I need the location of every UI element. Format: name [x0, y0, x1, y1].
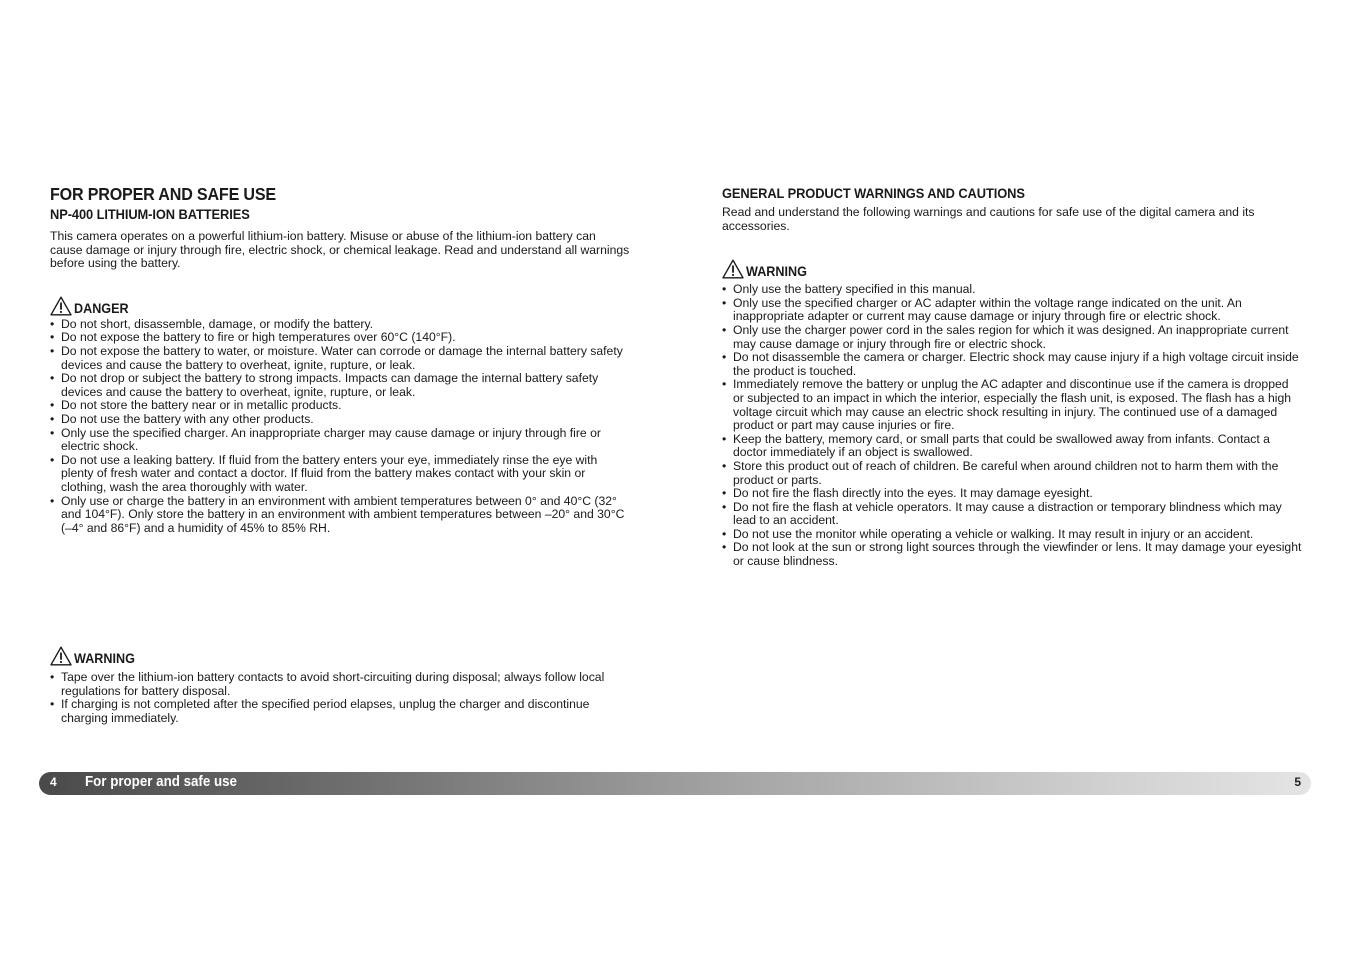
list-item: • If charging is not completed after the specified period elapses, unplug the charger and discontinue charging immediately. — [50, 698, 630, 725]
right-page-column — [722, 183, 1302, 569]
danger-list — [50, 318, 630, 536]
intro-paragraph: This camera operates on a powerful lithium-ion battery. Misuse or abuse of the lithium-ion battery can cause damage or injury through fire, electric shock, or chemical leakage. Read and understand all warnings before using the battery. — [50, 229, 630, 271]
list-item: • Do not disassemble the camera or charger. Electric shock may cause injury if a high voltage circuit inside the product is touched. — [722, 351, 1302, 378]
page-title: GENERAL PRODUCT WARNINGS AND CAUTIONS — [722, 185, 1025, 201]
left-page-warning-block — [50, 644, 630, 725]
list-item: • Do not expose the battery to fire or high temperatures over 60°C (140°F). — [50, 331, 630, 345]
warning-heading — [722, 257, 1302, 279]
list-item: • Store this product out of reach of children. Be careful when around children not to harm them with the product or parts. — [722, 460, 1302, 487]
list-item: • Do not use the monitor while operating a vehicle or walking. It may result in injury or an accident. — [722, 528, 1302, 542]
warning-label: WARNING — [74, 650, 135, 666]
warning-list — [50, 671, 630, 725]
warning-triangle-icon — [50, 646, 72, 666]
warning-triangle-icon — [722, 259, 744, 279]
left-page-column — [50, 183, 630, 535]
list-item: • Only use or charge the battery in an environment with ambient temperatures between 0° and 40°C (32° and 104°F). Only store the battery in an environment with ambient temperatures between –20° and 30°C (–4° and 86°F) and a humidity of 45% to 85% RH. — [50, 495, 630, 536]
list-item: • Do not drop or subject the battery to strong impacts. Impacts can damage the internal battery safety devices and cause the battery to overheat, ignite, rupture, or leak. — [50, 372, 630, 399]
warning-label: WARNING — [746, 263, 807, 280]
list-item: • Do not use the battery with any other products. — [50, 413, 630, 427]
list-item: • Only use the battery specified in this manual. — [722, 283, 1302, 297]
list-item: • Immediately remove the battery or unplug the AC adapter and discontinue use if the camera is dropped or subjected to an impact in which the interior, especially the flash unit, is exposed. The flash has a high voltage circuit which may cause an electric shock resulting in injury. The continued use of a damaged product or part may cause injuries or fire. — [722, 378, 1302, 432]
list-item: • Do not store the battery near or in metallic products. — [50, 399, 630, 413]
warning-heading — [50, 644, 630, 666]
section-subtitle: NP-400 LITHIUM-ION BATTERIES — [50, 206, 250, 222]
list-item: • Only use the charger power cord in the sales region for which it was designed. An inappropriate current may cause damage or injury through fire or electric shock. — [722, 324, 1302, 351]
intro-paragraph: Read and understand the following warnings and cautions for safe use of the digital camera and its accessories. — [722, 205, 1255, 233]
page-title: FOR PROPER AND SAFE USE — [50, 184, 276, 204]
list-item: • Keep the battery, memory card, or small parts that could be swallowed away from infants. Contact a doctor immediately if an object is swallowed. — [722, 433, 1302, 460]
list-item: • Do not fire the flash at vehicle operators. It may cause a distraction or temporary blindness which may lead to an accident. — [722, 501, 1302, 528]
list-item: • Do not use a leaking battery. If fluid from the battery enters your eye, immediately rinse the eye with plenty of fresh water and contact a doctor. If fluid from the battery makes contact with your skin or clothing, wash the area thoroughly with water. — [50, 454, 630, 495]
left-page-number: 4 — [50, 775, 57, 789]
list-item: • Do not expose the battery to water, or moisture. Water can corrode or damage the internal battery safety devices and cause the battery to overheat, ignite, rupture, or leak. — [50, 345, 630, 372]
page-footer-bar — [39, 772, 1311, 795]
warning-list — [722, 283, 1302, 568]
right-page-number: 5 — [1294, 775, 1301, 789]
list-item: • Tape over the lithium-ion battery contacts to avoid short-circuiting during disposal; always follow local regulations for battery disposal. — [50, 671, 630, 698]
list-item: • Do not short, disassemble, damage, or modify the battery. — [50, 318, 630, 332]
list-item: • Only use the specified charger or AC adapter within the voltage range indicated on the unit. An inappropriate adapter or current may cause damage or injury through fire or electric shock. — [722, 297, 1302, 324]
list-item: • Do not fire the flash directly into the eyes. It may damage eyesight. — [722, 487, 1302, 501]
list-item: • Only use the specified charger. An inappropriate charger may cause damage or injury through fire or electric shock. — [50, 427, 630, 454]
list-item: • Do not look at the sun or strong light sources through the viewfinder or lens. It may damage your eyesight or cause blindness. — [722, 541, 1302, 568]
danger-label: DANGER — [74, 299, 129, 316]
footer-section-title: For proper and safe use — [85, 774, 237, 790]
danger-heading — [50, 294, 630, 316]
warning-triangle-icon — [50, 296, 72, 316]
